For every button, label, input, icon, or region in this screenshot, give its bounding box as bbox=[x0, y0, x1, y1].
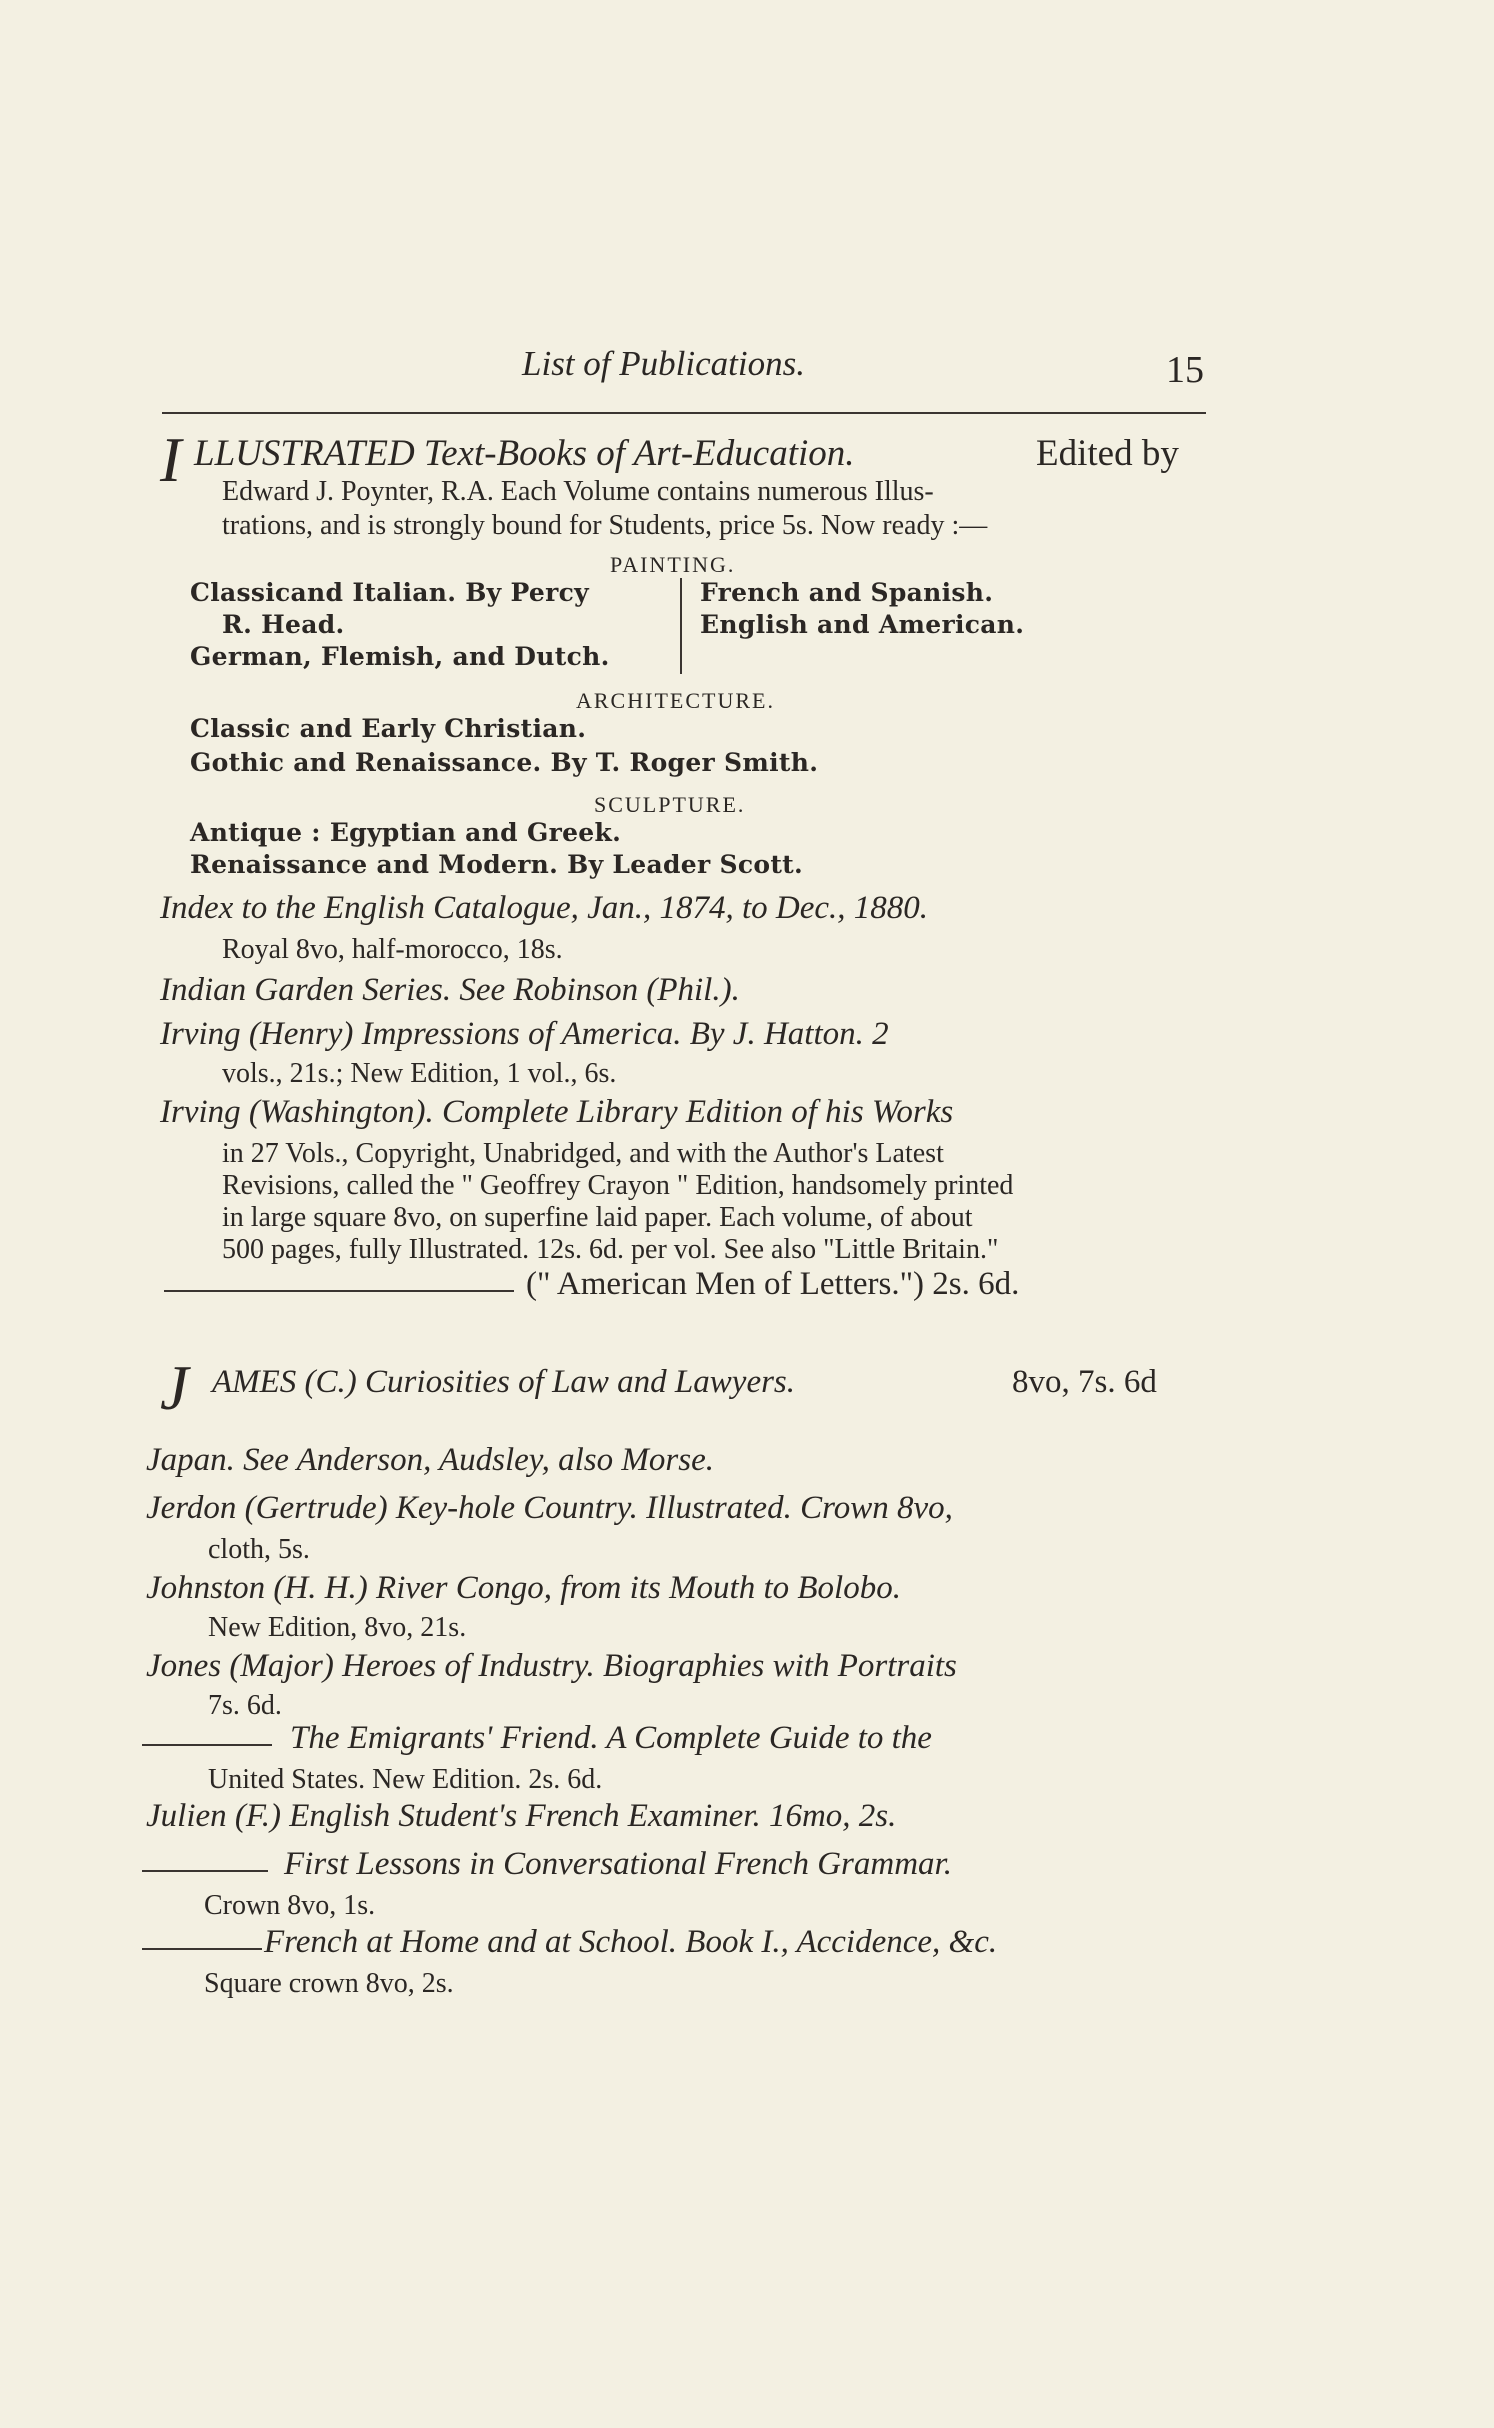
entry-title: Jones (Major) Heroes of Industry. Biographies with Portraits bbox=[146, 1648, 957, 1684]
architecture-item: Gothic and Renaissance. By T. Roger Smith. bbox=[190, 748, 819, 777]
ditto-dash bbox=[142, 1948, 262, 1950]
entry-title: Johnston (H. H.) River Congo, from its Mouth to Bolobo. bbox=[146, 1570, 901, 1606]
running-head: List of Publications. bbox=[522, 344, 805, 383]
entry-title: Indian Garden Series. See Robinson (Phil.). bbox=[160, 972, 740, 1008]
painting-left-item: Classicand Italian. By Percy bbox=[190, 578, 589, 607]
painting-right-item: French and Spanish. bbox=[700, 578, 994, 607]
sculpture-item: Renaissance and Modern. By Leader Scott. bbox=[190, 850, 804, 879]
entry-edited-by: Edited by bbox=[1036, 433, 1179, 474]
painting-left-item: R. Head. bbox=[222, 610, 345, 639]
entry-detail-line: Edward J. Poynter, R.A. Each Volume contains numerous Illus- bbox=[222, 476, 934, 507]
painting-left-item: German, Flemish, and Dutch. bbox=[190, 642, 610, 671]
entry-detail-line: trations, and is strongly bound for Students, price 5s. Now ready :— bbox=[222, 510, 988, 541]
entry-detail: United States. New Edition. 2s. 6d. bbox=[208, 1764, 603, 1795]
entry-detail: in large square 8vo, on superfine laid paper. Each volume, of about bbox=[222, 1202, 973, 1233]
entry-detail: in 27 Vols., Copyright, Unabridged, and with the Author's Latest bbox=[222, 1138, 944, 1169]
entry-title: Japan. See Anderson, Audsley, also Morse. bbox=[146, 1442, 714, 1478]
entry-title: Irving (Washington). Complete Library Edition of his Works bbox=[160, 1094, 954, 1130]
dropcap-j: J bbox=[160, 1352, 189, 1423]
entry-detail: vols., 21s.; New Edition, 1 vol., 6s. bbox=[222, 1058, 617, 1089]
painting-right-item: English and American. bbox=[700, 610, 1025, 639]
entry-detail: 7s. 6d. bbox=[208, 1690, 282, 1721]
ditto-dash bbox=[164, 1290, 514, 1292]
dropcap-i: I bbox=[160, 424, 182, 495]
ditto-dash bbox=[142, 1744, 272, 1746]
entry-title: (" American Men of Letters.") 2s. 6d. bbox=[526, 1266, 1020, 1302]
entry-title: Irving (Henry) Impressions of America. By J. Hatton. 2 bbox=[160, 1016, 889, 1052]
entry-title-james: AMES (C.) Curiosities of Law and Lawyers. bbox=[212, 1364, 796, 1400]
entry-title: First Lessons in Conversational French Grammar. bbox=[284, 1846, 952, 1882]
entry-detail: Square crown 8vo, 2s. bbox=[204, 1968, 454, 1999]
entry-price: 8vo, 7s. 6d bbox=[1012, 1364, 1157, 1400]
entry-detail: Revisions, called the " Geoffrey Crayon " Edition, handsomely printed bbox=[222, 1170, 1014, 1201]
entry-detail: Crown 8vo, 1s. bbox=[204, 1890, 376, 1921]
entry-detail: Royal 8vo, half-morocco, 18s. bbox=[222, 934, 563, 965]
entry-detail: New Edition, 8vo, 21s. bbox=[208, 1612, 467, 1643]
section-heading-architecture: ARCHITECTURE. bbox=[576, 688, 775, 713]
sculpture-item: Antique : Egyptian and Greek. bbox=[190, 818, 622, 847]
page-number: 15 bbox=[1166, 349, 1204, 391]
ditto-dash bbox=[142, 1870, 268, 1872]
entry-title: Index to the English Catalogue, Jan., 1874, to Dec., 1880. bbox=[160, 890, 929, 926]
header-rule bbox=[162, 412, 1206, 414]
entry-title: Jerdon (Gertrude) Key-hole Country. Illustrated. Crown 8vo, bbox=[146, 1490, 953, 1526]
section-heading-painting: PAINTING. bbox=[610, 552, 736, 577]
entry-title: The Emigrants' Friend. A Complete Guide to the bbox=[290, 1720, 932, 1756]
architecture-item: Classic and Early Christian. bbox=[190, 714, 587, 743]
entry-title: French at Home and at School. Book I., Accidence, &c. bbox=[264, 1924, 998, 1960]
entry-title: Julien (F.) English Student's French Examiner. 16mo, 2s. bbox=[146, 1798, 897, 1834]
column-divider bbox=[680, 578, 682, 674]
entry-title-illustrated: LLUSTRATED Text-Books of Art-Education. bbox=[194, 433, 855, 474]
entry-detail: 500 pages, fully Illustrated. 12s. 6d. per vol. See also "Little Britain." bbox=[222, 1234, 999, 1265]
entry-detail: cloth, 5s. bbox=[208, 1534, 310, 1565]
section-heading-sculpture: SCULPTURE. bbox=[594, 792, 746, 817]
